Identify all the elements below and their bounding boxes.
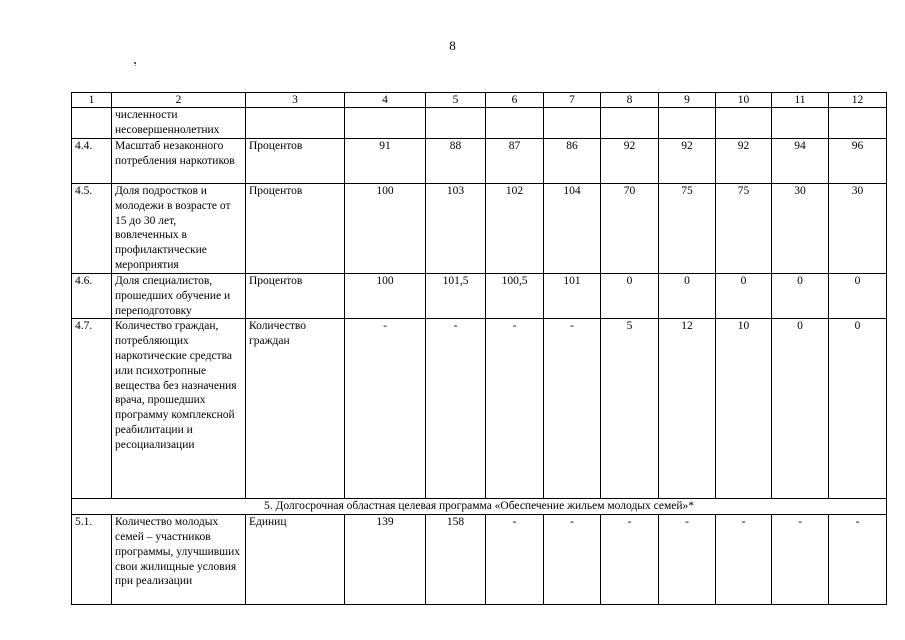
table-row [72, 184, 887, 274]
header-cell: 4 [345, 93, 426, 108]
value-cell [426, 108, 486, 139]
value-cell: 30 [829, 184, 887, 274]
value-cell: - [345, 319, 426, 499]
indicator-name: Количество граждан, потребляющих наркотические средства или психотропные вещества без назначения врача, прошедших программу комплексной реабилитации и ресоциализации [112, 319, 246, 499]
header-cell: 7 [544, 93, 601, 108]
value-cell: 12 [659, 319, 716, 499]
value-cell: - [772, 515, 829, 605]
value-cell: 92 [659, 139, 716, 184]
indicator-name: Масштаб незаконного потребления наркотиков [112, 139, 246, 184]
table-row [72, 108, 887, 139]
row-number: 4.6. [72, 274, 112, 319]
value-cell: 0 [601, 274, 659, 319]
unit: Процентов [246, 139, 345, 184]
value-cell: 139 [345, 515, 426, 605]
row-number: 4.5. [72, 184, 112, 274]
value-cell: 100 [345, 184, 426, 274]
row-number: 5.1. [72, 515, 112, 605]
value-cell: - [659, 515, 716, 605]
value-cell [772, 108, 829, 139]
value-cell: 100 [345, 274, 426, 319]
table-row [72, 139, 887, 184]
value-cell: 102 [486, 184, 544, 274]
value-cell: 0 [659, 274, 716, 319]
unit: Процентов [246, 274, 345, 319]
scan-speck [134, 62, 136, 64]
value-cell: 100,5 [486, 274, 544, 319]
row-number: 4.7. [72, 319, 112, 499]
value-cell: 103 [426, 184, 486, 274]
indicator-name: Доля подростков и молодежи в возрасте от 15 до 30 лет, вовлеченных в профилактические мероприятия [112, 184, 246, 274]
unit [246, 108, 345, 139]
indicator-name: Количество молодых семей – участников программы, улучшивших свои жилищные условия при реализации [112, 515, 246, 605]
indicator-name: Доля специалистов, прошедших обучение и переподготовку [112, 274, 246, 319]
value-cell: 10 [716, 319, 772, 499]
value-cell [345, 108, 426, 139]
value-cell: - [716, 515, 772, 605]
unit: Единиц [246, 515, 345, 605]
value-cell [601, 108, 659, 139]
header-cell: 1 [72, 93, 112, 108]
value-cell: 70 [601, 184, 659, 274]
page-number: 8 [449, 38, 456, 53]
value-cell: - [486, 515, 544, 605]
value-cell: 75 [659, 184, 716, 274]
value-cell: 86 [544, 139, 601, 184]
value-cell: 94 [772, 139, 829, 184]
value-cell: 91 [345, 139, 426, 184]
section-row [72, 499, 887, 515]
value-cell: - [486, 319, 544, 499]
value-cell: 101,5 [426, 274, 486, 319]
unit: Процентов [246, 184, 345, 274]
value-cell: 0 [772, 319, 829, 499]
value-cell: - [426, 319, 486, 499]
value-cell: - [544, 319, 601, 499]
header-cell: 2 [112, 93, 246, 108]
indicators-table [71, 92, 887, 605]
value-cell: - [544, 515, 601, 605]
header-cell: 11 [772, 93, 829, 108]
value-cell: 0 [772, 274, 829, 319]
value-cell [544, 108, 601, 139]
row-number: 4.4. [72, 139, 112, 184]
value-cell: 30 [772, 184, 829, 274]
value-cell: 0 [829, 274, 887, 319]
indicator-name: численности несовершеннолетних [112, 108, 246, 139]
value-cell: 75 [716, 184, 772, 274]
table-row [72, 274, 887, 319]
value-cell: 88 [426, 139, 486, 184]
table-row [72, 515, 887, 605]
header-row [72, 93, 887, 108]
header-cell: 12 [829, 93, 887, 108]
table-row [72, 319, 887, 499]
unit: Количество граждан [246, 319, 345, 499]
value-cell: 87 [486, 139, 544, 184]
header-cell: 8 [601, 93, 659, 108]
value-cell: 96 [829, 139, 887, 184]
header-cell: 10 [716, 93, 772, 108]
value-cell: 92 [601, 139, 659, 184]
value-cell: 104 [544, 184, 601, 274]
value-cell: 0 [829, 319, 887, 499]
value-cell: - [601, 515, 659, 605]
value-cell: 158 [426, 515, 486, 605]
value-cell: - [829, 515, 887, 605]
value-cell: 92 [716, 139, 772, 184]
section-title: 5. Долгосрочная областная целевая программа «Обеспечение жильем молодых семей»* [72, 499, 887, 515]
value-cell [829, 108, 887, 139]
value-cell: 0 [716, 274, 772, 319]
value-cell [659, 108, 716, 139]
header-cell: 3 [246, 93, 345, 108]
row-number [72, 108, 112, 139]
value-cell [716, 108, 772, 139]
header-cell: 9 [659, 93, 716, 108]
header-cell: 6 [486, 93, 544, 108]
value-cell: 101 [544, 274, 601, 319]
value-cell [486, 108, 544, 139]
value-cell: 5 [601, 319, 659, 499]
scan-speck [135, 65, 136, 66]
header-cell: 5 [426, 93, 486, 108]
